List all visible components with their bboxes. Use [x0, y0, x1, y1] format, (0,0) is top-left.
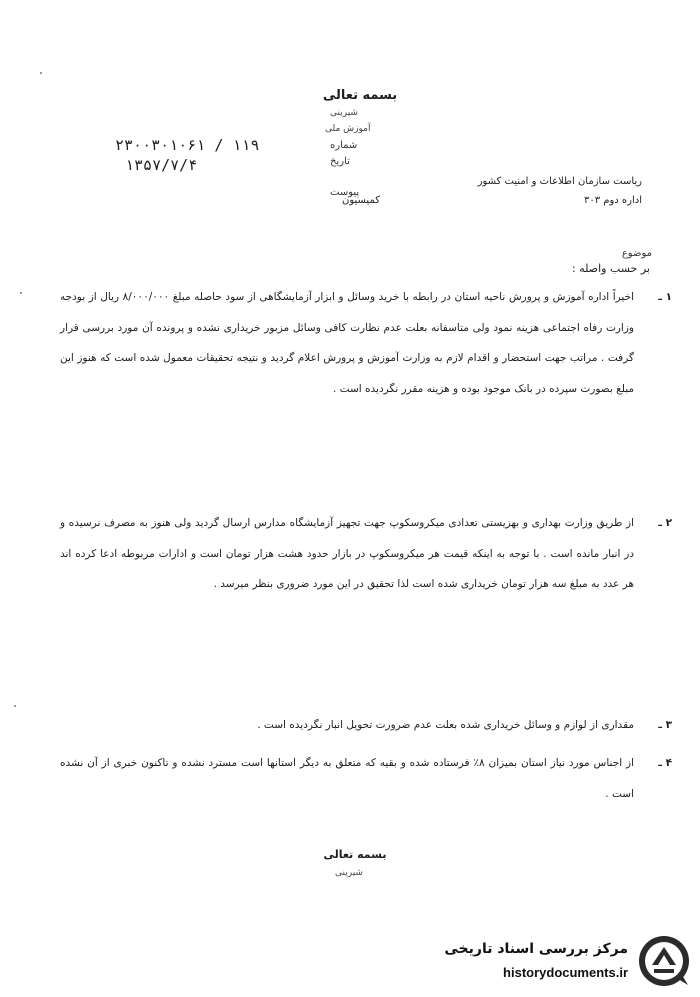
- header-org-subtitle: شیرینی: [330, 108, 358, 118]
- subject-label: موضوع: [621, 248, 652, 259]
- scan-speck: [40, 72, 42, 74]
- label-attachment: پیوست: [330, 187, 360, 198]
- center-logo-icon: [638, 935, 690, 987]
- document-number: ۲۳۰۰۳۰۱۰۶۱ / ۱۱۹: [115, 136, 260, 154]
- signature-subtitle: شیرینی: [335, 868, 363, 878]
- paragraph-3: [60, 710, 672, 741]
- document-date: ۱۳۵۷/۷/۴: [125, 156, 198, 174]
- scan-speck: [20, 292, 22, 294]
- paragraph-number: ۳ ـ: [658, 719, 672, 731]
- paragraph-text: از اجناس مورد نیاز استان بمیزان ۸٪ فرستاده شده و بقیه که متعلق به دیگر استانها است مسترد نشده و تاکنون خبری از آن نشده است .: [60, 757, 634, 800]
- paragraph-number: ۴ ـ: [658, 757, 672, 769]
- address-line-1: ریاست سازمان اطلاعات و امنیت کشور: [477, 176, 642, 187]
- address-line-2: اداره دوم ۳۰۳: [583, 195, 642, 206]
- watermark-title: مرکز بررسی اسناد تاریخی: [444, 941, 628, 957]
- watermark-url[interactable]: historydocuments.ir: [503, 965, 628, 980]
- paragraph-text: مقداری از لوازم و وسائل خریداری شده بعلت عدم ضرورت تحویل انبار نگردیده است .: [257, 719, 634, 731]
- scan-speck: [14, 705, 16, 707]
- paragraph-4: [60, 748, 672, 809]
- paragraph-number: ۲ ـ: [658, 517, 672, 529]
- header-org-ministry: آموزش ملی: [325, 124, 371, 134]
- watermark: [410, 935, 690, 991]
- paragraph-text: اخیراً اداره آموزش و پرورش ناحیه استان در رابطه با خرید وسائل و ابزار آزمایشگاهی از سود حاصله مبلغ ۸/۰۰۰/۰۰۰ ریال از بودجه وزارت رفاه اجتماعی هزینه نمود ولی متاسفانه بعلت عدم نظارت کافی وسائل مزبور خریداری نشده و پرونده آن مورد بررسی قرار گرفت . مراتب جهت استحضار و اقدام لازم به وزارت آموزش و پرورش اعلام گردید و نتیجه تحقیقات معمول شده است که هنوز این مبلغ بصورت سپرده در بانک موجود بوده و هزینه مقرر نگردیده است .: [60, 291, 634, 395]
- label-number: شماره: [330, 140, 358, 151]
- greeting: بر حسب واصله :: [572, 262, 650, 275]
- paragraph-text: از طریق وزارت بهداری و بهزیستی تعدادی میکروسکوپ جهت تجهیز آزمایشگاه مدارس ارسال گردید ولی هنوز به مصرف نرسیده و در انبار مانده است . با توجه به اینکه قیمت هر میکروسکوپ در بازار حدود هشت هزار تومان است و ادارات مربوطه ادعا کرده اند هر عدد به مبلغ سه هزار تومان خریداری شده است لذا تحقیق در این مورد ضروری بنظر میرسد .: [60, 517, 634, 590]
- paragraph-1: [60, 282, 672, 404]
- paragraph-2: [60, 508, 672, 600]
- label-date: تاریخ: [330, 156, 350, 167]
- address-line-3: کمیسیون: [341, 195, 380, 206]
- header-org-title: بسمه تعالی: [322, 88, 398, 103]
- signature-block: بسمه تعالی: [323, 848, 387, 861]
- paragraph-number: ۱ ـ: [658, 291, 672, 303]
